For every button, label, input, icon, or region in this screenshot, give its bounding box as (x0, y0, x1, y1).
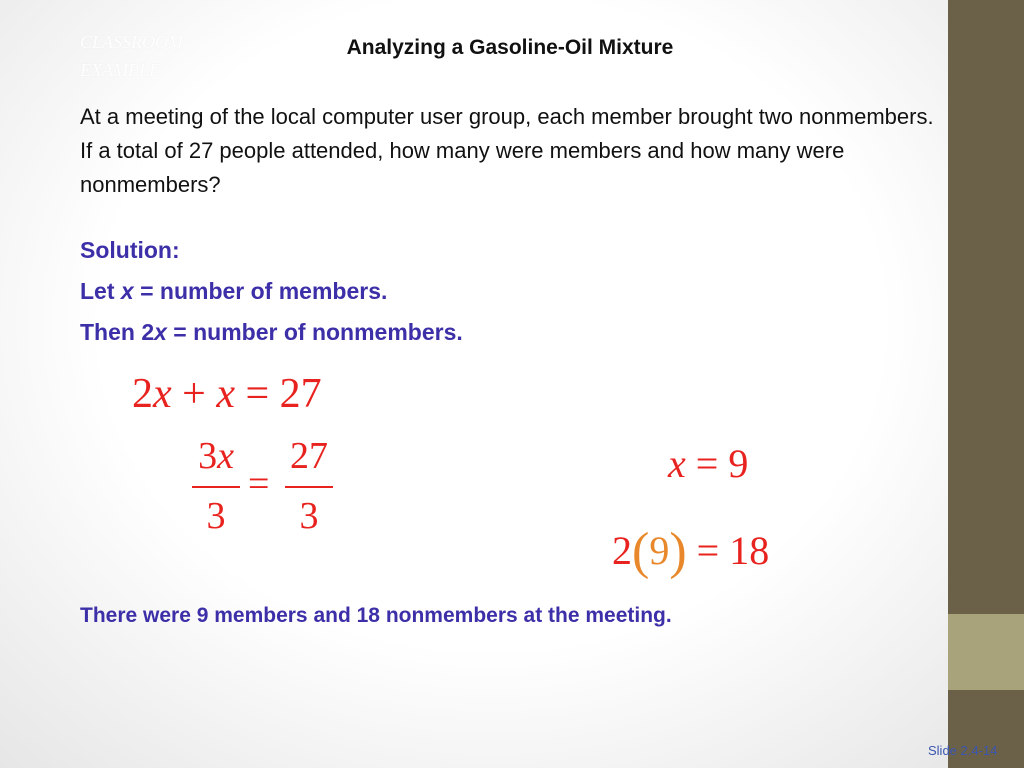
then-statement (80, 312, 463, 353)
solution-heading: Solution: (80, 237, 180, 263)
equation-x-result (668, 440, 748, 487)
fraction-right-denominator: 3 (299, 495, 319, 537)
classroom-label-line2: EXAMPLE (80, 60, 160, 80)
slide-number: Slide 2.4-14 (928, 743, 998, 758)
sidebar-accent-block (948, 614, 1024, 690)
check-rhs: = 18 (686, 528, 770, 573)
fraction-left-num-var: x (217, 435, 234, 477)
check-open-paren: ( (632, 523, 650, 580)
fraction-left-num-coef: 3 (198, 435, 218, 477)
check-close-paren: ) (669, 523, 687, 580)
eq1-rhs: = 27 (235, 371, 322, 417)
fraction-right-numerator: 27 (290, 435, 328, 477)
problem-statement: At a meeting of the local computer user group, each member brought two nonmembers. If a total of 27 people attended, how many were members and how many were nonmembers? (80, 104, 934, 197)
fraction-right (285, 436, 333, 536)
fraction-equals-sign: = (248, 463, 270, 505)
fraction-left (192, 436, 240, 536)
let-variable: x (120, 278, 134, 304)
conclusion-statement: There were 9 members and 18 nonmembers at the meeting. (80, 604, 672, 627)
let-prefix: Let (80, 278, 121, 304)
check-inner-value: 9 (649, 528, 670, 573)
let-statement (80, 271, 463, 312)
fraction-right-bar (285, 486, 333, 488)
x-result-rhs: = 9 (685, 441, 749, 486)
equation-nonmember-check (612, 522, 769, 581)
solution-block (80, 230, 463, 353)
x-result-variable: x (668, 441, 686, 486)
eq1-variable-2: x (216, 371, 235, 417)
slide-title: Analyzing a Gasoline-Oil Mixture (346, 36, 674, 59)
eq1-plus: + (171, 371, 217, 417)
fraction-left-bar (192, 486, 240, 488)
fraction-left-denominator: 3 (206, 495, 226, 537)
eq1-coefficient: 2 (132, 371, 153, 417)
then-suffix: = number of nonmembers. (166, 319, 463, 345)
check-coefficient: 2 (612, 528, 632, 573)
then-prefix: Then 2 (80, 319, 155, 345)
equation-sum (132, 370, 322, 418)
classroom-example-label (80, 28, 185, 84)
fraction-left-numerator (198, 436, 234, 476)
then-variable: x (154, 319, 167, 345)
classroom-label-line1: CLASSROOM (80, 32, 183, 52)
eq1-variable-1: x (153, 371, 172, 417)
let-suffix: = number of members. (133, 278, 388, 304)
